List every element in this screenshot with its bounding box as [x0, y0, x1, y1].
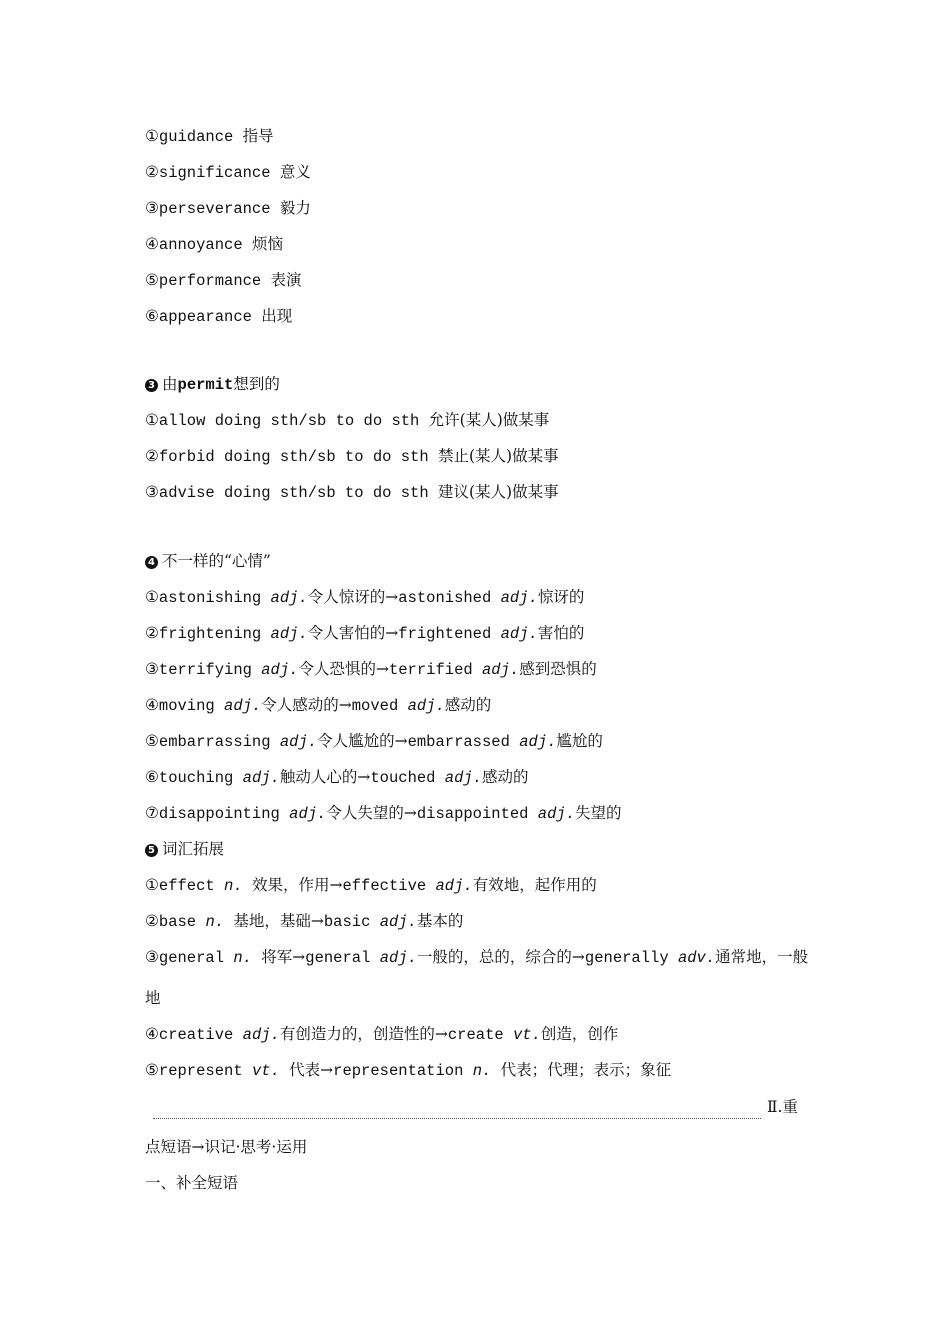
- bullet-icon: 5: [145, 844, 158, 857]
- list-item: ③advise doing sth/sb to do sth 建议(某人)做某事: [145, 483, 559, 502]
- section-divider: [153, 1118, 761, 1119]
- list-item: ①guidance 指导: [145, 127, 274, 146]
- list-item: ③terrifying adj.令人恐惧的→terrified adj.感到恐惧的: [145, 660, 597, 679]
- subsection-title: 一、补全短语: [145, 1174, 239, 1192]
- bullet-icon: 3: [145, 379, 158, 392]
- list-item: ④moving adj.令人感动的→moved adj.感动的: [145, 696, 492, 715]
- section-heading: 3 由permit想到的: [145, 374, 280, 395]
- section-title-start: Ⅱ.重: [767, 1098, 798, 1116]
- list-item: ⑤embarrassing adj.令人尴尬的→embarrassed adj.尴尬的: [145, 732, 603, 751]
- list-item: ④creative adj.有创造力的，创造性的→create vt.创造，创作: [145, 1025, 619, 1044]
- list-item: ⑤represent vt. 代表→representation n. 代表；代理；表示；象征: [145, 1061, 672, 1080]
- section-heading: 5 词汇拓展: [145, 839, 224, 859]
- list-item: ②significance 意义: [145, 163, 311, 182]
- list-item: ①allow doing sth/sb to do sth 允许(某人)做某事: [145, 411, 550, 430]
- section-title-continued: 点短语→识记·思考·运用: [145, 1138, 308, 1156]
- list-item: ②base n. 基地，基础→basic adj.基本的: [145, 912, 464, 931]
- list-item: ①astonishing adj.令人惊讶的→astonished adj.惊讶的: [145, 588, 585, 607]
- list-item: ⑤performance 表演: [145, 271, 302, 290]
- list-item: ①effect n. 效果，作用→effective adj.有效地，起作用的: [145, 876, 597, 895]
- list-item: ②frightening adj.令人害怕的→frightened adj.害怕的: [145, 624, 585, 643]
- bullet-icon: 4: [145, 556, 158, 569]
- list-item: ④annoyance 烦恼: [145, 235, 283, 254]
- list-item: ③perseverance 毅力: [145, 199, 311, 218]
- list-item-continued: 地: [145, 989, 161, 1007]
- list-item: ⑦disappointing adj.令人失望的→disappointed adj.失望的: [145, 804, 622, 823]
- list-item: ③general n. 将军→general adj.一般的，总的，综合的→generally adv.通常地，一般: [145, 948, 809, 967]
- list-item: ⑥touching adj.触动人心的→touched adj.感动的: [145, 768, 529, 787]
- section-heading: 4 不一样的“心情”: [145, 551, 271, 571]
- list-item: ⑥appearance 出现: [145, 307, 293, 326]
- list-item: ②forbid doing sth/sb to do sth 禁止(某人)做某事: [145, 447, 559, 466]
